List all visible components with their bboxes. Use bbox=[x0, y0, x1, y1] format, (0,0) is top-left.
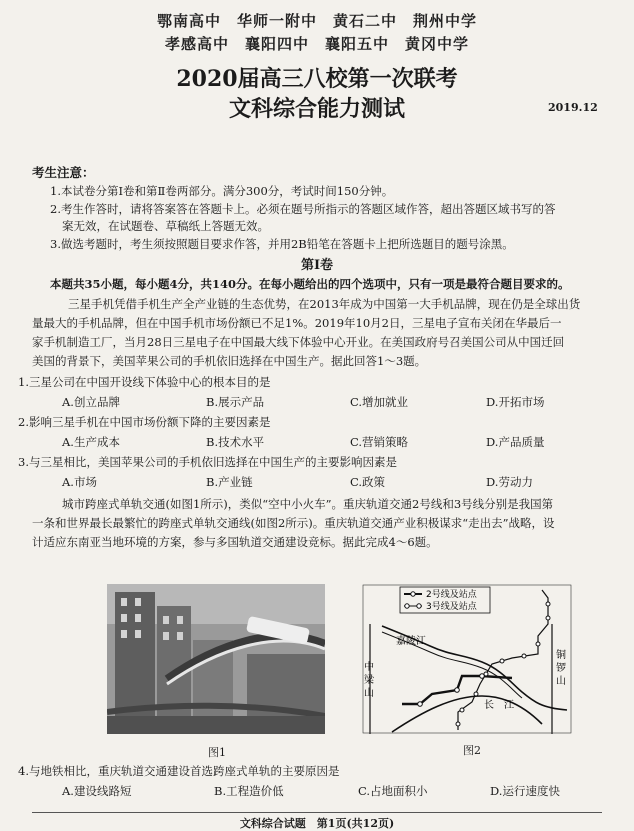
question-1-option-b: B.展示产品 bbox=[206, 395, 265, 409]
tongluo-mountain-label: 锣 bbox=[556, 663, 566, 674]
question-1-option-d: D.开拓市场 bbox=[486, 395, 545, 409]
zhongliang-mountain-label: 中 bbox=[364, 662, 374, 673]
school-list-row-1: 鄂南高中 华师一附中 黄石二中 荆州中学 bbox=[156, 12, 477, 30]
note-item-1: 1.本试卷分第Ⅰ卷和第Ⅱ卷两部分。满分300分，考试时间150分钟。 bbox=[50, 184, 394, 198]
question-3-option-d: D.劳动力 bbox=[486, 475, 533, 489]
question-4-option-c: C.占地面积小 bbox=[358, 784, 428, 798]
exam-subtitle: 文科综合能力测试 bbox=[228, 96, 405, 122]
question-1-option-c: C.增加就业 bbox=[350, 395, 409, 409]
monorail-photo-illustration bbox=[107, 584, 325, 734]
footer-divider bbox=[32, 812, 602, 813]
question-1-stem: 1.三星公司在中国开设线下体验中心的根本目的是 bbox=[18, 375, 271, 389]
yangtze-river-label: 长 江 bbox=[484, 700, 514, 711]
question-3-option-c: C.政策 bbox=[350, 475, 386, 489]
question-4-option-b: B.工程造价低 bbox=[214, 784, 284, 798]
passage-1-line: 美国的背景下，美国苹果公司的手机依旧选择在中国生产。据此回答1～3题。 bbox=[32, 354, 427, 368]
figure-2-caption: 图2 bbox=[463, 744, 481, 757]
jialing-river-label: 嘉陵江 bbox=[396, 636, 426, 647]
exam-title: 2020届高三八校第一次联考 bbox=[176, 66, 458, 92]
legend-line-2-label: 2号线及站点 bbox=[426, 590, 477, 600]
passage-2-line: 计适应东南亚当地环境的方案，参与多国轨道交通建设竞标。据此完成4～6题。 bbox=[32, 535, 438, 549]
question-2-option-b: B.技术水平 bbox=[206, 435, 265, 449]
exam-date: 2019.12 bbox=[548, 101, 598, 114]
tongluo-mountain-label: 铜 bbox=[556, 650, 566, 661]
school-list-row-2: 孝感高中 襄阳四中 襄阳五中 黄冈中学 bbox=[164, 35, 469, 53]
question-4-option-d: D.运行速度快 bbox=[490, 784, 560, 798]
page-footer: 文科综合试题 第1页(共12页) bbox=[239, 817, 395, 830]
part-instructions: 本题共35小题，每小题4分，共140分。在每小题给出的四个选项中，只有一项是最符合题目要求的。 bbox=[50, 277, 570, 291]
route-map bbox=[362, 584, 572, 734]
notes-heading: 考生注意： bbox=[32, 165, 95, 180]
passage-1-line: 量最大的手机品牌，但在中国手机市场份额已不足1%。2019年10月2日，三星电子宣布关闭在华最后一 bbox=[32, 316, 562, 330]
passage-2-line: 一条和世界最长最繁忙的跨座式单轨交通线(如图2所示)。重庆轨道交通产业积极谋求“走出去”战略，设 bbox=[32, 516, 555, 530]
passage-1-line: 家手机制造工厂，当月28日三星电子在中国最大线下体验中心开业。在美国政府号召美国公司从中国迁回 bbox=[32, 335, 565, 349]
tongluo-mountain-label: 山 bbox=[556, 676, 566, 687]
yangtze-river bbox=[392, 696, 542, 732]
part-heading: 第Ⅰ卷 bbox=[300, 258, 334, 273]
note-item-2: 2.考生作答时，请将答案答在答题卡上。必须在题号所指示的答题区域作答，超出答题区域书写的答 bbox=[50, 202, 556, 216]
passage-2-line: 城市跨座式单轨交通(如图1所示)，类似“空中小火车”。重庆轨道交通2号线和3号线分别是我国第 bbox=[62, 497, 554, 511]
zhongliang-mountain-label: 山 bbox=[364, 688, 374, 699]
question-4-option-a: A.建设线路短 bbox=[62, 784, 132, 798]
figure-1-caption: 图1 bbox=[208, 746, 226, 759]
question-2-option-c: C.营销策略 bbox=[350, 435, 409, 449]
question-2-option-a: A.生产成本 bbox=[62, 435, 120, 449]
question-2-stem: 2.影响三星手机在中国市场份额下降的主要因素是 bbox=[18, 415, 271, 429]
question-3-stem: 3.与三星相比，美国苹果公司的手机依旧选择在中国生产的主要影响因素是 bbox=[18, 455, 397, 469]
note-item-2-continued: 案无效，在试题卷、草稿纸上答题无效。 bbox=[62, 219, 269, 233]
route-map-drawing bbox=[362, 584, 572, 734]
note-item-3: 3.做选考题时，考生须按照题目要求作答，并用2B铅笔在答题卡上把所选题目的题号涂黑。 bbox=[50, 237, 514, 251]
question-3-option-a: A.市场 bbox=[62, 475, 97, 489]
legend-line-3-label: 3号线及站点 bbox=[426, 602, 477, 612]
zhongliang-mountain-label: 梁 bbox=[364, 675, 374, 686]
question-4-stem: 4.与地铁相比，重庆轨道交通建设首选跨座式单轨的主要原因是 bbox=[18, 764, 340, 778]
monorail-photo bbox=[107, 584, 325, 734]
question-3-option-b: B.产业链 bbox=[206, 475, 253, 489]
question-2-option-d: D.产品质量 bbox=[486, 435, 545, 449]
passage-1-line: 三星手机凭借手机生产全产业链的生态优势，在2013年成为中国第一大手机品牌，现在仍是全球出货 bbox=[68, 297, 581, 311]
question-1-option-a: A.创立品牌 bbox=[62, 395, 120, 409]
